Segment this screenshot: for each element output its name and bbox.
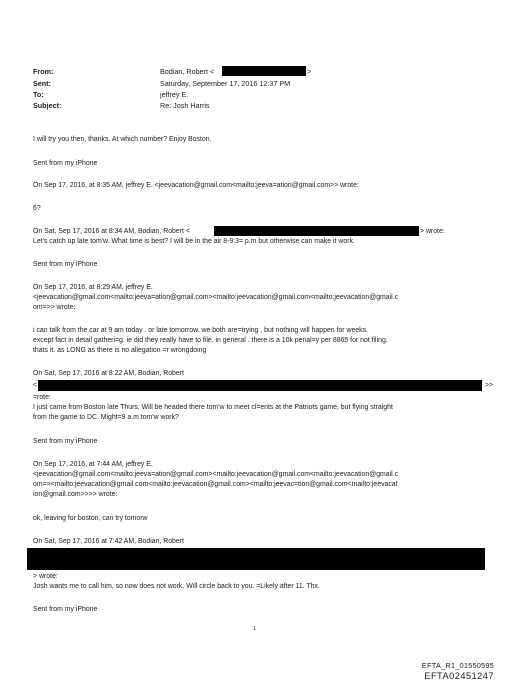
body-line: i can talk from the car at 9 am today . or late tomorrow. we both are=trying , but nothing will happen for weeks. [33, 327, 368, 334]
body-line: 6? [33, 205, 41, 212]
body-line: except fact in detail gatheri=g. ie did they really have to file. in general . there is a 10k penal=y per 8865 for not filing. [33, 337, 388, 344]
body-line: Sent from my iPhone [33, 438, 98, 445]
body-line: On Sep 17, 2016, at 7:44 AM, jeffrey E. [33, 461, 153, 468]
redaction-bar [27, 548, 485, 570]
body-line: I just came from Boston late Thurs. Will be headed there tom'w to meet cl=ents at the Patriots game, but flying straight [33, 404, 393, 411]
body-line: Sent from my iPhone [33, 261, 98, 268]
body-line: On Sep 17, 2016, at 8:35 AM, jeffrey E. <jeevacation@gmail.com<mailto:jeeva=ation@gmail.com>> wrote: [33, 182, 359, 189]
page-number: 1 [253, 626, 257, 632]
body-line: On Sat, Sep 17, 2016 at 7:42 AM, Bodian, Robert [33, 538, 184, 545]
bates-reference: EFTA_R1_01550595 [421, 661, 494, 670]
body-line: Let's catch up late tom'w. What time is best? I will be in the air 8-9:3= p.m but otherwise can make it work. [33, 238, 355, 245]
sent-value: Saturday, September 17, 2016 12:37 PM [160, 79, 291, 88]
body-line: On Sat, Sep 17, 2016 at 8:34 AM, Bodian, Robert < [33, 228, 190, 235]
body-line: > wrote: [33, 573, 58, 580]
body-line: om=>> wrote: [33, 304, 76, 311]
body-line: > wrote: [420, 228, 445, 235]
body-line: =rote: [33, 394, 51, 401]
from-value-tail: > [307, 67, 312, 76]
body-line: >> [485, 382, 494, 389]
body-line: <jeevacation@gmail.com<mailto:jeeva=ation@gmail.com><mailto:jeevacation@gmail.com<mailto:jeevacation@gmail.c [33, 471, 399, 478]
body-line: On Sep 17, 2016, at 8:29 AM, jeffrey E. [33, 284, 153, 291]
to-value: jeffrey E. [160, 90, 189, 99]
bates-number: EFTA02451247 [424, 671, 494, 681]
sent-label: Sent: [33, 79, 51, 88]
subject-label: Subject: [33, 101, 62, 110]
body-line: Sent from my iPhone [33, 606, 98, 613]
redaction-bar [38, 380, 482, 391]
body-line: Josh wants me to call him, so now does not work. Will circle back to you. =Likely after 11. Thx. [33, 583, 320, 590]
body-line: thats it. as LONG as there is no allegation =r wrongdoing [33, 347, 207, 354]
body-line: ion@gmail.com>>>> wrote: [33, 491, 118, 498]
subject-value: Re: Josh Harris [160, 101, 210, 110]
body-line: om=><mailto:jeevacation@gmail.com<mailto:jeevacation@gmail.com><mailto:jeevac=tion@gmail.com<mailto:jeevacat [33, 481, 398, 488]
body-line: ok, leaving for boston, can try tomorw [33, 515, 148, 522]
redaction-bar [214, 226, 419, 236]
from-label: From: [33, 67, 54, 76]
body-line: I will try you then, thanks. At which number? Enjoy Boston. [33, 136, 212, 143]
body-line: Sent from my iPhone [33, 160, 98, 167]
from-value: Bodian, Robert < [160, 67, 215, 76]
body-line: < [33, 382, 38, 389]
redaction-bar [222, 66, 306, 76]
body-line: from the game to DC. Might=9 a.m tom'w work? [33, 414, 179, 421]
body-line: On Sat, Sep 17, 2016 at 8:22 AM, Bodian, Robert [33, 370, 184, 377]
body-line: <jeevacation@gmail.com<mailto:jeeva=ation@gmail.com><mailto:jeevacation@gmail.com<mailto:jeevacation@gmail.c [33, 294, 399, 301]
to-label: To: [33, 90, 44, 99]
